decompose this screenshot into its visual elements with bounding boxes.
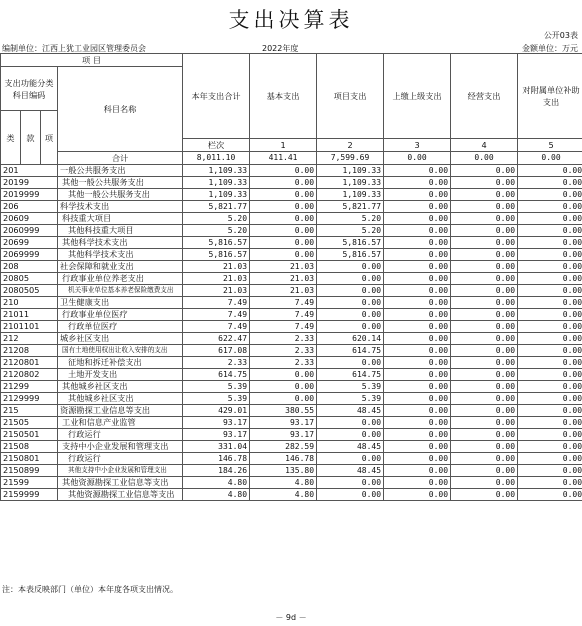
amount-cell: 5.20 bbox=[317, 225, 384, 237]
amount-cell: 7.49 bbox=[183, 321, 250, 333]
subject-code: 215 bbox=[1, 405, 58, 417]
amount-cell: 5,816.57 bbox=[183, 249, 250, 261]
amount-cell: 0.00 bbox=[384, 489, 451, 501]
amount-cell: 0.00 bbox=[384, 249, 451, 261]
amount-cell: 0.00 bbox=[518, 393, 582, 405]
amount-cell: 0.00 bbox=[384, 417, 451, 429]
subject-name: 其他科学技术支出 bbox=[58, 249, 183, 261]
subject-name: 征地和拆迁补偿支出 bbox=[58, 357, 183, 369]
amount-cell: 21.03 bbox=[183, 285, 250, 297]
col-header-operating: 经营支出 bbox=[451, 54, 518, 139]
amount-cell: 21.03 bbox=[250, 285, 317, 297]
total-value: 411.41 bbox=[250, 152, 317, 165]
subject-code: 206 bbox=[1, 201, 58, 213]
table-row bbox=[1, 237, 582, 249]
amount-cell: 0.00 bbox=[451, 417, 518, 429]
amount-cell: 0.00 bbox=[518, 285, 582, 297]
subject-code: 21508 bbox=[1, 441, 58, 453]
amount-cell: 0.00 bbox=[451, 249, 518, 261]
subject-name: 一般公共服务支出 bbox=[58, 165, 183, 177]
amount-cell: 0.00 bbox=[384, 285, 451, 297]
col-num-1: 1 bbox=[250, 139, 317, 152]
amount-cell: 2.33 bbox=[183, 357, 250, 369]
amount-cell: 0.00 bbox=[451, 201, 518, 213]
subject-code: 20805 bbox=[1, 273, 58, 285]
amount-cell: 0.00 bbox=[250, 165, 317, 177]
page-number: － 9d － bbox=[275, 613, 307, 622]
amount-cell: 0.00 bbox=[451, 393, 518, 405]
subject-code: 20609 bbox=[1, 213, 58, 225]
amount-cell: 0.00 bbox=[518, 261, 582, 273]
subject-code: 2069999 bbox=[1, 249, 58, 261]
amount-cell: 0.00 bbox=[250, 369, 317, 381]
total-value: 8,011.10 bbox=[183, 152, 250, 165]
amount-cell: 146.78 bbox=[250, 453, 317, 465]
amount-cell: 0.00 bbox=[384, 429, 451, 441]
subject-code: 21011 bbox=[1, 309, 58, 321]
table-row bbox=[1, 321, 582, 333]
amount-cell: 4.80 bbox=[250, 477, 317, 489]
amount-cell: 0.00 bbox=[518, 237, 582, 249]
subject-name: 其他资源勘探工业信息等支出 bbox=[58, 489, 183, 501]
amount-cell: 0.00 bbox=[451, 357, 518, 369]
amount-cell: 0.00 bbox=[384, 201, 451, 213]
amount-cell: 0.00 bbox=[518, 405, 582, 417]
subject-code: 2159999 bbox=[1, 489, 58, 501]
amount-cell: 0.00 bbox=[384, 321, 451, 333]
amount-cell: 614.75 bbox=[183, 369, 250, 381]
amount-cell: 5.20 bbox=[183, 213, 250, 225]
table-row bbox=[1, 213, 582, 225]
amount-cell: 0.00 bbox=[518, 225, 582, 237]
footnote: 注：本表反映部门（单位）本年度各项支出情况。 bbox=[2, 585, 178, 594]
xiang-header: 项 bbox=[41, 111, 58, 165]
amount-cell: 0.00 bbox=[451, 345, 518, 357]
amount-cell: 0.00 bbox=[518, 369, 582, 381]
subject-code: 2120801 bbox=[1, 357, 58, 369]
amount-cell: 0.00 bbox=[518, 321, 582, 333]
amount-cell: 0.00 bbox=[451, 489, 518, 501]
money-unit: 金额单位：万元 bbox=[522, 44, 578, 53]
table-row bbox=[1, 357, 582, 369]
amount-cell: 0.00 bbox=[518, 429, 582, 441]
amount-cell: 93.17 bbox=[250, 429, 317, 441]
amount-cell: 0.00 bbox=[384, 333, 451, 345]
amount-cell: 0.00 bbox=[451, 369, 518, 381]
subject-name: 国有土地使用权出让收入安排的支出 bbox=[58, 345, 183, 357]
table-row bbox=[1, 333, 582, 345]
subject-name: 行政事业单位养老支出 bbox=[58, 273, 183, 285]
subject-name: 社会保障和就业支出 bbox=[58, 261, 183, 273]
subject-name: 科学技术支出 bbox=[58, 201, 183, 213]
amount-cell: 0.00 bbox=[317, 453, 384, 465]
subject-code: 2101101 bbox=[1, 321, 58, 333]
fiscal-year: 2022年度 bbox=[262, 44, 299, 53]
subject-code: 2080505 bbox=[1, 285, 58, 297]
amount-cell: 5.20 bbox=[317, 213, 384, 225]
amount-cell: 0.00 bbox=[518, 357, 582, 369]
amount-cell: 4.80 bbox=[183, 489, 250, 501]
amount-cell: 48.45 bbox=[317, 405, 384, 417]
subject-code: 20199 bbox=[1, 177, 58, 189]
col-num-4: 4 bbox=[451, 139, 518, 152]
amount-cell: 0.00 bbox=[451, 405, 518, 417]
amount-cell: 1,109.33 bbox=[317, 189, 384, 201]
subject-name: 其他城乡社区支出 bbox=[58, 381, 183, 393]
table-row bbox=[1, 273, 582, 285]
table-row bbox=[1, 429, 582, 441]
amount-cell: 1,109.33 bbox=[183, 189, 250, 201]
table-row bbox=[1, 405, 582, 417]
amount-cell: 2.33 bbox=[250, 333, 317, 345]
amount-cell: 93.17 bbox=[183, 429, 250, 441]
lanci-label: 合计 bbox=[58, 152, 183, 165]
subject-name: 机关事业单位基本养老保险缴费支出 bbox=[58, 285, 183, 297]
table-row bbox=[1, 309, 582, 321]
name-header: 科目名称 bbox=[58, 67, 183, 152]
form-number: 公开03表 bbox=[543, 31, 578, 40]
subject-code: 208 bbox=[1, 261, 58, 273]
amount-cell: 614.75 bbox=[317, 369, 384, 381]
amount-cell: 21.03 bbox=[250, 273, 317, 285]
amount-cell: 0.00 bbox=[384, 309, 451, 321]
amount-cell: 48.45 bbox=[317, 441, 384, 453]
amount-cell: 93.17 bbox=[183, 417, 250, 429]
amount-cell: 0.00 bbox=[518, 417, 582, 429]
subject-code: 21505 bbox=[1, 417, 58, 429]
amount-cell: 2.33 bbox=[250, 345, 317, 357]
table-row bbox=[1, 441, 582, 453]
amount-cell: 0.00 bbox=[518, 477, 582, 489]
col-header-total: 本年支出合计 bbox=[183, 54, 250, 139]
amount-cell: 0.00 bbox=[250, 177, 317, 189]
amount-cell: 0.00 bbox=[518, 489, 582, 501]
amount-cell: 0.00 bbox=[317, 489, 384, 501]
subject-code: 2150501 bbox=[1, 429, 58, 441]
amount-cell: 0.00 bbox=[451, 165, 518, 177]
subject-name: 其他资源勘探工业信息等支出 bbox=[58, 477, 183, 489]
subject-code: 21299 bbox=[1, 381, 58, 393]
col-header-project: 项目支出 bbox=[317, 54, 384, 139]
amount-cell: 0.00 bbox=[317, 285, 384, 297]
amount-cell: 617.08 bbox=[183, 345, 250, 357]
amount-cell: 0.00 bbox=[250, 201, 317, 213]
subject-code: 20699 bbox=[1, 237, 58, 249]
subject-name: 支持中小企业发展和管理支出 bbox=[58, 441, 183, 453]
amount-cell: 135.80 bbox=[250, 465, 317, 477]
table-row bbox=[1, 345, 582, 357]
subject-name: 资源勘探工业信息等支出 bbox=[58, 405, 183, 417]
amount-cell: 93.17 bbox=[250, 417, 317, 429]
amount-cell: 0.00 bbox=[384, 237, 451, 249]
subject-name: 其他支持中小企业发展和管理支出 bbox=[58, 465, 183, 477]
amount-cell: 0.00 bbox=[317, 261, 384, 273]
subject-code: 2129999 bbox=[1, 393, 58, 405]
amount-cell: 0.00 bbox=[518, 273, 582, 285]
amount-cell: 0.00 bbox=[451, 309, 518, 321]
subject-name: 科技重大项目 bbox=[58, 213, 183, 225]
amount-cell: 146.78 bbox=[183, 453, 250, 465]
subject-name: 工业和信息产业监管 bbox=[58, 417, 183, 429]
amount-cell: 622.47 bbox=[183, 333, 250, 345]
amount-cell: 0.00 bbox=[384, 225, 451, 237]
amount-cell: 0.00 bbox=[451, 441, 518, 453]
amount-cell: 5,816.57 bbox=[317, 249, 384, 261]
amount-cell: 4.80 bbox=[183, 477, 250, 489]
amount-cell: 0.00 bbox=[317, 273, 384, 285]
subject-name: 行政单位医疗 bbox=[58, 321, 183, 333]
table-row bbox=[1, 489, 582, 501]
amount-cell: 48.45 bbox=[317, 465, 384, 477]
amount-cell: 0.00 bbox=[451, 285, 518, 297]
amount-cell: 5,821.77 bbox=[317, 201, 384, 213]
project-header: 项 目 bbox=[1, 54, 183, 67]
table-row bbox=[1, 165, 582, 177]
amount-cell: 0.00 bbox=[451, 465, 518, 477]
amount-cell: 2.33 bbox=[250, 357, 317, 369]
amount-cell: 7.49 bbox=[183, 309, 250, 321]
table-row bbox=[1, 261, 582, 273]
subject-name: 其他一般公共服务支出 bbox=[58, 189, 183, 201]
amount-cell: 0.00 bbox=[384, 345, 451, 357]
amount-cell: 0.00 bbox=[451, 261, 518, 273]
table-row bbox=[1, 369, 582, 381]
amount-cell: 0.00 bbox=[384, 189, 451, 201]
amount-cell: 5.39 bbox=[317, 381, 384, 393]
table-row bbox=[1, 225, 582, 237]
subject-name: 卫生健康支出 bbox=[58, 297, 183, 309]
table-row bbox=[1, 477, 582, 489]
amount-cell: 5,816.57 bbox=[183, 237, 250, 249]
amount-cell: 0.00 bbox=[384, 453, 451, 465]
table-row bbox=[1, 249, 582, 261]
table-row bbox=[1, 201, 582, 213]
table-row bbox=[1, 417, 582, 429]
subject-name: 行政事业单位医疗 bbox=[58, 309, 183, 321]
amount-cell: 0.00 bbox=[518, 165, 582, 177]
table-row bbox=[1, 285, 582, 297]
lanci-header: 栏次 bbox=[183, 139, 250, 152]
amount-cell: 21.03 bbox=[183, 273, 250, 285]
amount-cell: 0.00 bbox=[384, 477, 451, 489]
amount-cell: 1,109.33 bbox=[183, 165, 250, 177]
amount-cell: 0.00 bbox=[250, 237, 317, 249]
table-row bbox=[1, 381, 582, 393]
amount-cell: 5,821.77 bbox=[183, 201, 250, 213]
amount-cell: 331.04 bbox=[183, 441, 250, 453]
table-row bbox=[1, 189, 582, 201]
col-num-5: 5 bbox=[518, 139, 582, 152]
subject-name: 行政运行 bbox=[58, 453, 183, 465]
amount-cell: 184.26 bbox=[183, 465, 250, 477]
table-row bbox=[1, 393, 582, 405]
amount-cell: 0.00 bbox=[518, 345, 582, 357]
table-row bbox=[1, 465, 582, 477]
amount-cell: 0.00 bbox=[518, 465, 582, 477]
amount-cell: 0.00 bbox=[317, 309, 384, 321]
table-row bbox=[1, 297, 582, 309]
amount-cell: 620.14 bbox=[317, 333, 384, 345]
total-value: 7,599.69 bbox=[317, 152, 384, 165]
expenditure-table bbox=[0, 53, 582, 501]
subject-code: 201 bbox=[1, 165, 58, 177]
amount-cell: 282.59 bbox=[250, 441, 317, 453]
col-header-remit: 上缴上级支出 bbox=[384, 54, 451, 139]
amount-cell: 0.00 bbox=[451, 213, 518, 225]
amount-cell: 0.00 bbox=[317, 429, 384, 441]
subject-code: 21208 bbox=[1, 345, 58, 357]
amount-cell: 7.49 bbox=[183, 297, 250, 309]
subject-code: 212 bbox=[1, 333, 58, 345]
amount-cell: 0.00 bbox=[384, 297, 451, 309]
amount-cell: 1,109.33 bbox=[317, 165, 384, 177]
col-num-2: 2 bbox=[317, 139, 384, 152]
amount-cell: 0.00 bbox=[451, 429, 518, 441]
amount-cell: 0.00 bbox=[250, 249, 317, 261]
amount-cell: 0.00 bbox=[451, 333, 518, 345]
amount-cell: 0.00 bbox=[384, 177, 451, 189]
amount-cell: 0.00 bbox=[250, 213, 317, 225]
total-value: 0.00 bbox=[518, 152, 582, 165]
amount-cell: 7.49 bbox=[250, 309, 317, 321]
amount-cell: 0.00 bbox=[250, 393, 317, 405]
amount-cell: 0.00 bbox=[518, 309, 582, 321]
amount-cell: 5.39 bbox=[183, 381, 250, 393]
subject-code: 2150899 bbox=[1, 465, 58, 477]
subject-name: 其他一般公共服务支出 bbox=[58, 177, 183, 189]
amount-cell: 0.00 bbox=[451, 381, 518, 393]
unit-label: 编制单位：江西上犹工业园区管理委员会 bbox=[2, 44, 146, 53]
amount-cell: 0.00 bbox=[451, 225, 518, 237]
amount-cell: 380.55 bbox=[250, 405, 317, 417]
amount-cell: 614.75 bbox=[317, 345, 384, 357]
col-header-subsidy: 对附属单位补助支出 bbox=[518, 54, 582, 139]
amount-cell: 7.49 bbox=[250, 321, 317, 333]
amount-cell: 0.00 bbox=[384, 165, 451, 177]
subject-code: 2019999 bbox=[1, 189, 58, 201]
amount-cell: 0.00 bbox=[384, 357, 451, 369]
amount-cell: 0.00 bbox=[518, 201, 582, 213]
amount-cell: 0.00 bbox=[384, 393, 451, 405]
col-header-basic: 基本支出 bbox=[250, 54, 317, 139]
page-title: 支出决算表 bbox=[228, 8, 354, 32]
amount-cell: 0.00 bbox=[317, 321, 384, 333]
total-value: 0.00 bbox=[451, 152, 518, 165]
subject-code: 210 bbox=[1, 297, 58, 309]
amount-cell: 7.49 bbox=[250, 297, 317, 309]
amount-cell: 0.00 bbox=[451, 177, 518, 189]
amount-cell: 0.00 bbox=[518, 213, 582, 225]
amount-cell: 0.00 bbox=[317, 417, 384, 429]
amount-cell: 0.00 bbox=[518, 297, 582, 309]
amount-cell: 5.39 bbox=[317, 393, 384, 405]
amount-cell: 0.00 bbox=[384, 369, 451, 381]
amount-cell: 0.00 bbox=[518, 249, 582, 261]
func-code-header: 支出功能分类科目编码 bbox=[1, 67, 58, 111]
subject-name: 城乡社区支出 bbox=[58, 333, 183, 345]
amount-cell: 5.39 bbox=[183, 393, 250, 405]
amount-cell: 0.00 bbox=[518, 189, 582, 201]
amount-cell: 1,109.33 bbox=[317, 177, 384, 189]
subject-code: 2120802 bbox=[1, 369, 58, 381]
amount-cell: 4.80 bbox=[250, 489, 317, 501]
amount-cell: 0.00 bbox=[384, 213, 451, 225]
amount-cell: 0.00 bbox=[451, 237, 518, 249]
amount-cell: 0.00 bbox=[250, 381, 317, 393]
amount-cell: 0.00 bbox=[451, 477, 518, 489]
amount-cell: 0.00 bbox=[384, 273, 451, 285]
amount-cell: 429.01 bbox=[183, 405, 250, 417]
amount-cell: 0.00 bbox=[317, 357, 384, 369]
subject-name: 其他科学技术支出 bbox=[58, 237, 183, 249]
table-row bbox=[1, 177, 582, 189]
subject-name: 土地开发支出 bbox=[58, 369, 183, 381]
amount-cell: 5.20 bbox=[183, 225, 250, 237]
amount-cell: 0.00 bbox=[451, 189, 518, 201]
subject-name: 行政运行 bbox=[58, 429, 183, 441]
total-value: 0.00 bbox=[384, 152, 451, 165]
amount-cell: 1,109.33 bbox=[183, 177, 250, 189]
amount-cell: 0.00 bbox=[384, 261, 451, 273]
amount-cell: 0.00 bbox=[384, 381, 451, 393]
amount-cell: 0.00 bbox=[384, 405, 451, 417]
kuan-header: 款 bbox=[21, 111, 41, 165]
amount-cell: 0.00 bbox=[451, 273, 518, 285]
amount-cell: 0.00 bbox=[518, 453, 582, 465]
amount-cell: 0.00 bbox=[317, 477, 384, 489]
amount-cell: 0.00 bbox=[451, 321, 518, 333]
subject-name: 其他城乡社区支出 bbox=[58, 393, 183, 405]
amount-cell: 0.00 bbox=[518, 441, 582, 453]
subject-code: 2150801 bbox=[1, 453, 58, 465]
amount-cell: 0.00 bbox=[451, 453, 518, 465]
amount-cell: 0.00 bbox=[250, 189, 317, 201]
amount-cell: 5,816.57 bbox=[317, 237, 384, 249]
subject-code: 21599 bbox=[1, 477, 58, 489]
amount-cell: 0.00 bbox=[250, 225, 317, 237]
amount-cell: 0.00 bbox=[518, 381, 582, 393]
amount-cell: 0.00 bbox=[451, 297, 518, 309]
amount-cell: 0.00 bbox=[384, 441, 451, 453]
lei-header: 类 bbox=[1, 111, 21, 165]
amount-cell: 0.00 bbox=[518, 177, 582, 189]
subject-code: 2060999 bbox=[1, 225, 58, 237]
table-row bbox=[1, 453, 582, 465]
amount-cell: 0.00 bbox=[384, 465, 451, 477]
amount-cell: 21.03 bbox=[183, 261, 250, 273]
amount-cell: 0.00 bbox=[317, 297, 384, 309]
col-num-3: 3 bbox=[384, 139, 451, 152]
subject-name: 其他科技重大项目 bbox=[58, 225, 183, 237]
amount-cell: 21.03 bbox=[250, 261, 317, 273]
amount-cell: 0.00 bbox=[518, 333, 582, 345]
